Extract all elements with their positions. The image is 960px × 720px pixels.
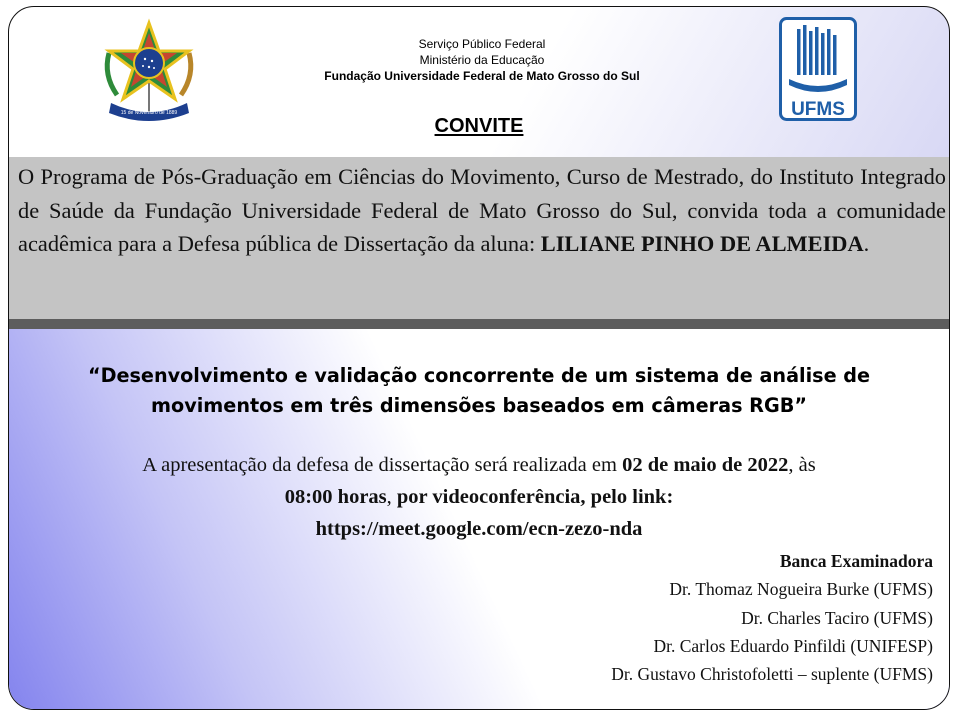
examining-board	[373, 547, 933, 688]
dissertation-title	[49, 361, 909, 421]
board-member: Dr. Thomaz Nogueira Burke (UFMS)	[669, 579, 933, 600]
invitation-card	[8, 6, 950, 710]
meeting-link[interactable]: https://meet.google.com/ecn-zezo-nda	[315, 518, 643, 540]
dissertation-title-line1: “Desenvolvimento e validação concorrente de um sistema de análise de	[87, 364, 871, 387]
board-member: Dr. Gustavo Christofoletti – suplente (UFMS)	[611, 664, 933, 685]
coat-center-globe	[134, 48, 164, 78]
convite-heading: CONVITE	[434, 115, 524, 137]
header-line-ministry: Ministério da Educação	[419, 53, 545, 67]
intro-paragraph: O Programa de Pós-Graduação em Ciências do Movimento, Curso de Mestrado, do Instituto Integrado de Saúde da Fundação Universidade Federal de Mato Grosso do Sul, convida toda a comunidade acadêmica para a Defesa pública de Dissertação da aluna: LILIANE PINHO DE ALMEIDA.	[18, 164, 946, 256]
defense-mode: por videoconferência, pelo link:	[396, 486, 674, 508]
dissertation-title-line2: movimentos em três dimensões baseados em câmeras RGB”	[151, 394, 807, 417]
presentation-info: A apresentação da defesa de dissertação será realizada em 02 de maio de 2022, às 08:00 horas, por videoconferência, pelo link: https://meet.google.com/ecn-zezo-nda	[142, 454, 816, 540]
ufms-logo	[779, 17, 857, 121]
student-name: LILIANE PINHO DE ALMEIDA	[540, 231, 864, 256]
header-line-university: Fundação Universidade Federal de Mato Grosso do Sul	[324, 69, 640, 83]
examining-board-heading: Banca Examinadora	[779, 551, 933, 571]
defense-date: 02 de maio de 2022	[622, 454, 789, 476]
board-member: Dr. Charles Taciro (UFMS)	[741, 607, 933, 628]
ufms-logo-text: UFMS	[791, 99, 845, 120]
defense-time: 08:00 horas	[284, 486, 387, 508]
board-member: Dr. Carlos Eduardo Pinfildi (UNIFESP)	[653, 635, 933, 656]
coat-banner-text: 15 de Novembro de 1889	[120, 110, 178, 116]
intro-band-divider	[9, 319, 949, 329]
brazil-coat-of-arms-logo	[97, 17, 201, 125]
institution-header	[257, 36, 707, 84]
header-line-service: Serviço Público Federal	[418, 37, 546, 51]
